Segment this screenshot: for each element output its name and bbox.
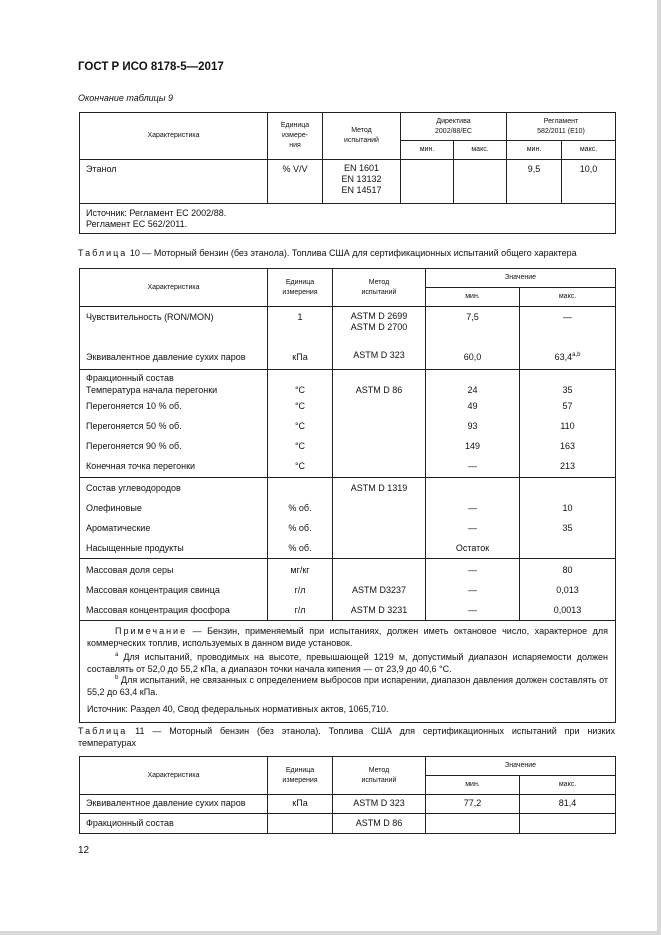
cell-characteristic	[80, 814, 268, 834]
footnote-mark: a	[115, 652, 119, 658]
value-max: 0,0013	[553, 605, 582, 615]
cell-max	[520, 559, 616, 621]
value-min: 77,2	[463, 798, 482, 808]
row-name: Массовая доля серы	[86, 565, 174, 575]
header-unit-line2: измерения	[282, 776, 318, 784]
cell-max	[520, 478, 616, 559]
cell-min	[426, 370, 520, 478]
row-unit: % V/V	[282, 164, 308, 174]
row-name: Чувствительность (RON/MON)	[86, 312, 214, 322]
header-unit-line2: измере-	[282, 132, 308, 139]
row-name: Фракционный состав	[86, 373, 174, 383]
value-max: 35	[562, 523, 573, 533]
cell-characteristic	[80, 160, 268, 204]
table9-source	[80, 204, 616, 234]
header-max: макс.	[520, 776, 616, 795]
value-max-with-note	[520, 347, 615, 367]
value-max: 163	[559, 441, 576, 451]
table-row-group	[80, 478, 616, 559]
value-min: 60,0	[463, 352, 482, 362]
row-name	[86, 327, 267, 347]
cell-max	[520, 307, 616, 370]
value-max: 57	[562, 401, 573, 411]
method-value: ASTM D 323	[353, 350, 405, 360]
row-unit	[268, 814, 332, 832]
header-characteristic: Характеристика	[80, 757, 268, 795]
row-name: Этанол	[86, 164, 117, 174]
value-max	[520, 478, 615, 498]
caption-text: 10 — Моторный бензин (без этанола). Топлива США для сертификационных испытаний общего характера	[129, 248, 577, 258]
value-min	[426, 372, 519, 384]
header-unit	[268, 113, 323, 160]
row-unit: % об.	[288, 523, 312, 533]
value-min: —	[468, 503, 477, 513]
footnote-b	[87, 675, 608, 698]
row-unit: мг/кг	[290, 565, 310, 575]
value-max: 10	[562, 503, 573, 513]
header-min: мин.	[507, 141, 562, 160]
cell-min	[426, 559, 520, 621]
cell-min	[426, 478, 520, 559]
cell-characteristic	[80, 307, 268, 370]
table11-caption	[78, 725, 615, 749]
method-value: EN 14517	[341, 185, 382, 195]
header-regulation-line2: 582/2011 (E10)	[537, 127, 585, 135]
row-unit: °С	[294, 401, 306, 411]
value-max: 63,4	[554, 352, 573, 362]
footnote-a	[87, 652, 608, 675]
header-method-line1: Метод	[368, 766, 390, 774]
header-unit-line2: измерения	[282, 288, 318, 296]
cell-unit	[268, 814, 333, 834]
header-value: Значение	[426, 757, 616, 776]
value-min: 93	[467, 421, 478, 431]
value-max: 81,4	[558, 798, 577, 808]
value-max: 80	[562, 565, 573, 575]
header-value: Значение	[426, 269, 616, 288]
method-value: EN 1601	[343, 163, 380, 173]
row-name: Массовая концентрация фосфора	[86, 605, 230, 615]
value-min: —	[468, 523, 477, 533]
header-method-line2: испытаний	[344, 137, 379, 144]
cell-unit	[268, 795, 333, 814]
row-unit: °С	[294, 385, 306, 395]
value-max	[520, 814, 615, 832]
source-line: Регламент ЕС 562/2011.	[86, 219, 188, 229]
value-min: 24	[467, 385, 478, 395]
value-min: —	[468, 605, 477, 615]
value-min: 149	[464, 441, 481, 451]
header-directive-line1: Директива	[436, 117, 471, 125]
header-method-line2: испытаний	[361, 288, 397, 296]
value-max: —	[563, 312, 572, 322]
cell-unit	[268, 478, 333, 559]
cell-characteristic	[80, 370, 268, 478]
row-unit: г/л	[294, 585, 306, 595]
value: 10,0	[579, 164, 598, 174]
value-min: —	[468, 585, 477, 595]
cell-unit	[268, 559, 333, 621]
value-min: —	[468, 461, 477, 471]
method-value: ASTM D 323	[353, 798, 405, 808]
value: 9,5	[527, 164, 541, 174]
cell-reg-max	[562, 160, 616, 204]
note	[87, 626, 608, 649]
row-unit	[268, 372, 332, 384]
cell-method	[323, 160, 401, 204]
row-unit: °С	[294, 441, 306, 451]
row-unit: % об.	[288, 503, 312, 513]
row-unit: г/л	[294, 605, 306, 615]
table10-source: Источник: Раздел 40, Свод федеральных нормативных актов, 1065,710.	[87, 704, 389, 714]
cell-characteristic	[80, 559, 268, 621]
table-row-group	[80, 559, 616, 621]
method-value: ASTM D 3231	[350, 605, 408, 615]
header-directive	[401, 113, 507, 141]
header-regulation-line1: Регламент	[543, 117, 579, 125]
footnote-mark: b	[115, 675, 119, 681]
table9-caption: Окончание таблицы 9	[78, 93, 173, 103]
value	[454, 163, 506, 175]
header-method-line2: испытаний	[361, 776, 397, 784]
row-unit: кПа	[292, 352, 308, 362]
table9	[79, 112, 616, 234]
value-max: 0,013	[556, 585, 579, 595]
caption-text: 11 — Моторный бензин (без этанола). Топлива США для сертификационных испытаний при низких	[135, 726, 615, 736]
cell-method	[333, 478, 426, 559]
header-method	[333, 757, 426, 795]
row-name: Перегоняется 90 % об.	[86, 441, 182, 451]
row-name: Перегоняется 10 % об.	[86, 401, 182, 411]
value	[401, 163, 453, 175]
row-unit: 1	[297, 312, 303, 322]
caption-text-line2: температурах	[78, 738, 137, 748]
header-min: мин.	[401, 141, 454, 160]
header-min: мин.	[426, 288, 520, 307]
value-min: 7,5	[466, 312, 479, 322]
table-row	[80, 795, 616, 814]
cell-unit	[268, 307, 333, 370]
table-row	[80, 814, 616, 834]
header-max: макс.	[454, 141, 507, 160]
row-name: Насыщенные продукты	[86, 543, 184, 553]
page-number: 12	[78, 845, 90, 856]
header-unit-line1: Единица	[285, 278, 315, 286]
method-value: ASTM D 86	[355, 385, 403, 395]
header-method	[333, 269, 426, 307]
header-method	[323, 113, 401, 160]
table10-notes	[80, 621, 616, 723]
cell-unit	[268, 370, 333, 478]
row-name: Фракционный состав	[86, 818, 174, 828]
cell-unit	[268, 160, 323, 204]
value-max	[520, 538, 615, 558]
footnote-ref: a,b	[572, 352, 581, 358]
row-unit	[268, 478, 332, 498]
row-name: Эквивалентное давление сухих паров	[86, 798, 246, 808]
value-max: 213	[559, 461, 576, 471]
source-line: Источник: Регламент ЕС 2002/88.	[86, 208, 227, 218]
table10-caption	[78, 248, 577, 258]
cell-dir-min	[401, 160, 454, 204]
header-characteristic: Характеристика	[80, 269, 268, 307]
row-unit: °С	[294, 461, 306, 471]
table-row-group	[80, 370, 616, 478]
cell-method	[333, 559, 426, 621]
header-characteristic: Характеристика	[80, 113, 268, 160]
header-unit-line1: Единица	[280, 122, 310, 129]
cell-method	[333, 370, 426, 478]
method-value: EN 13132	[341, 174, 382, 184]
cell-min	[426, 814, 520, 834]
caption-label: Таблица	[78, 726, 128, 736]
value-max	[520, 327, 615, 347]
value-min	[426, 478, 519, 498]
header-max: макс.	[562, 141, 616, 160]
header-regulation	[507, 113, 616, 141]
method-value	[333, 560, 425, 580]
header-min: мин.	[426, 776, 520, 795]
cell-max	[520, 795, 616, 814]
table10	[79, 268, 616, 723]
header-max: макс.	[520, 288, 616, 307]
value-min	[426, 327, 519, 347]
row-name: Конечная точка перегонки	[86, 461, 196, 471]
method-value: ASTM D 1319	[350, 483, 408, 493]
method-value: ASTM D 2700	[350, 322, 408, 332]
cell-min	[426, 307, 520, 370]
method-value: ASTM D 86	[355, 818, 403, 828]
cell-characteristic	[80, 478, 268, 559]
document-title: ГОСТ Р ИСО 8178-5—2017	[78, 61, 224, 73]
cell-max	[520, 814, 616, 834]
value-min	[426, 814, 519, 832]
value-min: Остаток	[455, 543, 490, 553]
table-row	[80, 160, 616, 204]
value-max: 110	[560, 421, 575, 431]
cell-method	[333, 795, 426, 814]
note-text: — Бензин, применяемый при испытаниях, должен иметь октановое число, характерное для коммерческих топлив, используемых в данном виде установок.	[87, 626, 609, 648]
row-unit: °С	[294, 421, 306, 431]
cell-characteristic	[80, 795, 268, 814]
header-method-line1: Метод	[351, 127, 372, 134]
row-name: Эквивалентное давление сухих паров	[86, 352, 246, 362]
cell-max	[520, 370, 616, 478]
caption-label: Таблица	[78, 248, 128, 258]
footnote-text: Для испытаний, не связанных с определением выбросов при испарении, диапазон давления должен составлять от 55,2 до 63,4 кПа.	[87, 675, 609, 697]
header-unit	[268, 269, 333, 307]
cell-dir-max	[454, 160, 507, 204]
value-max	[520, 372, 615, 384]
header-unit	[268, 757, 333, 795]
header-method-line1: Метод	[368, 278, 390, 286]
row-unit: кПа	[292, 798, 308, 808]
note-label: Примечание	[115, 626, 188, 636]
row-name: Температура начала перегонки	[86, 385, 218, 395]
table11	[79, 756, 616, 834]
header-directive-line2: 2002/88/ЕС	[435, 127, 472, 135]
row-name: Перегоняется 50 % об.	[86, 421, 182, 431]
row-unit: % об.	[288, 543, 312, 553]
header-unit-line3: ния	[289, 142, 301, 149]
row-name: Олефиновые	[86, 503, 142, 513]
value-min: 49	[467, 401, 478, 411]
method-value: ASTM D 2699	[350, 311, 408, 321]
method-value	[333, 372, 425, 384]
cell-min	[426, 795, 520, 814]
cell-reg-min	[507, 160, 562, 204]
value-min: —	[468, 565, 477, 575]
footnote-text: Для испытаний, проводимых на высоте, превышающей 1219 м, допустимый диапазон испаряемости должен составлять от 52,0 до 55,2 кПа, а диапазон точки начала кипения — от 23,9 до 40,6 °С.	[87, 652, 609, 674]
row-name: Состав углеводородов	[86, 483, 181, 493]
row-name: Ароматические	[86, 523, 151, 533]
header-unit-line1: Единица	[285, 766, 315, 774]
cell-method	[333, 814, 426, 834]
cell-method	[333, 307, 426, 370]
method-value: ASTM D3237	[351, 585, 407, 595]
table-row-group	[80, 307, 616, 370]
row-name: Массовая концентрация свинца	[86, 585, 220, 595]
row-unit	[268, 327, 332, 347]
value-max: 35	[562, 385, 573, 395]
